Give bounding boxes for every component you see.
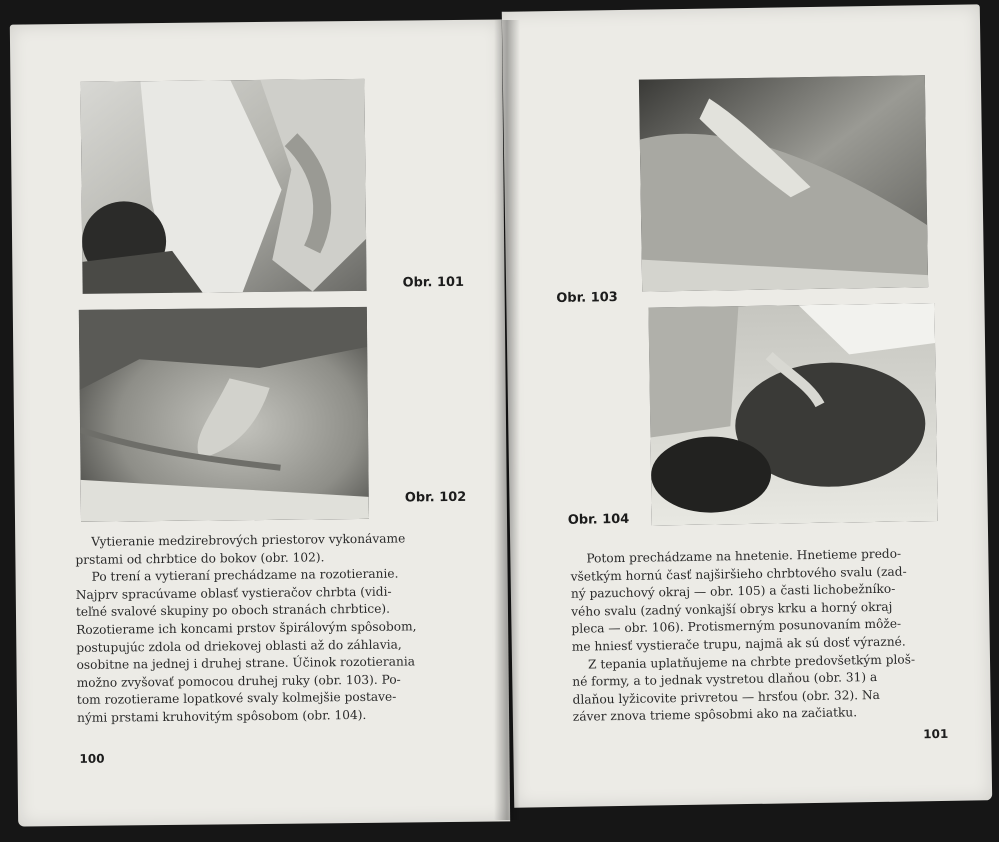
page-number: 100: [79, 751, 105, 766]
text-line: postupujúc zdola od driekovej oblasti až do záhlavia,: [76, 637, 402, 655]
text-line: nými prstami kruhovitým spôsobom (obr. 104).: [77, 707, 367, 725]
right-body-text: [570, 545, 973, 727]
text-line: Najprv spracúvame oblasť vystieračov chrbta (vidi-: [75, 584, 392, 602]
text-line: teľné svalové skupiny po oboch stranách chrbtice).: [75, 602, 391, 620]
figure-102-caption: Obr. 102: [404, 489, 467, 506]
text-line: Z tepania uplatňujeme na chrbte predovšetkým ploš-: [587, 651, 916, 672]
text-line: všetkým hornú časť najširšieho chrbtového svalu (zad-: [570, 564, 907, 584]
figure-103-caption: Obr. 103: [556, 290, 618, 306]
text-line: pleca — obr. 106). Protismerným posunovaním môže-: [571, 616, 902, 637]
book-gutter-shadow: [494, 20, 520, 820]
text-line: Potom prechádzame na hnetenie. Hnetieme predo-: [586, 546, 902, 566]
text-line: me hniesť vystierače trupu, najmä ak sú dosť výrazné.: [571, 634, 906, 654]
page-number: 101: [923, 726, 949, 742]
figure-102-photo: [79, 307, 369, 522]
text-line: osobitne na jednej i druhej strane. Účinok rozotierania: [76, 654, 416, 673]
figure-103-photo: [639, 75, 928, 291]
text-line: ný pazuchový okraj — obr. 105) a časti lichobežníko-: [570, 581, 896, 601]
figure-104-photo: [648, 303, 937, 525]
figure-104-caption: Obr. 104: [567, 511, 630, 528]
text-line: záver znova trieme spôsobmi ako na začiatku.: [572, 705, 858, 725]
text-line: Vytieranie medzirebrových priestorov vykonávame: [91, 531, 406, 549]
text-line: Po trení a vytieraní prechádzame na rozotieranie.: [91, 566, 399, 584]
figure-101-photo: [80, 79, 366, 294]
left-page: [10, 19, 510, 826]
text-line: vého svalu (zadný vonkajší obrys krku a horný okraj: [571, 599, 893, 619]
text-line: prstami od chrbtice do bokov (obr. 102).: [75, 549, 325, 567]
right-page: [502, 4, 992, 807]
text-line: možno zvyšovať pomocou druhej ruky (obr. 103). Po-: [76, 672, 401, 690]
figure-101-caption: Obr. 101: [402, 274, 465, 291]
text-line: né formy, a to jednak vystretou dlaňou (obr. 31) a: [572, 670, 878, 689]
text-line: tom rozotierame lopatkové svaly kolmejšie postave-: [76, 689, 397, 708]
text-line: dlaňou lyžicovite privretou — hrsťou (obr. 32). Na: [572, 687, 881, 707]
text-line: Rozotierame ich koncami prstov špirálovým spôsobom,: [76, 619, 417, 637]
left-body-text: [75, 530, 473, 728]
